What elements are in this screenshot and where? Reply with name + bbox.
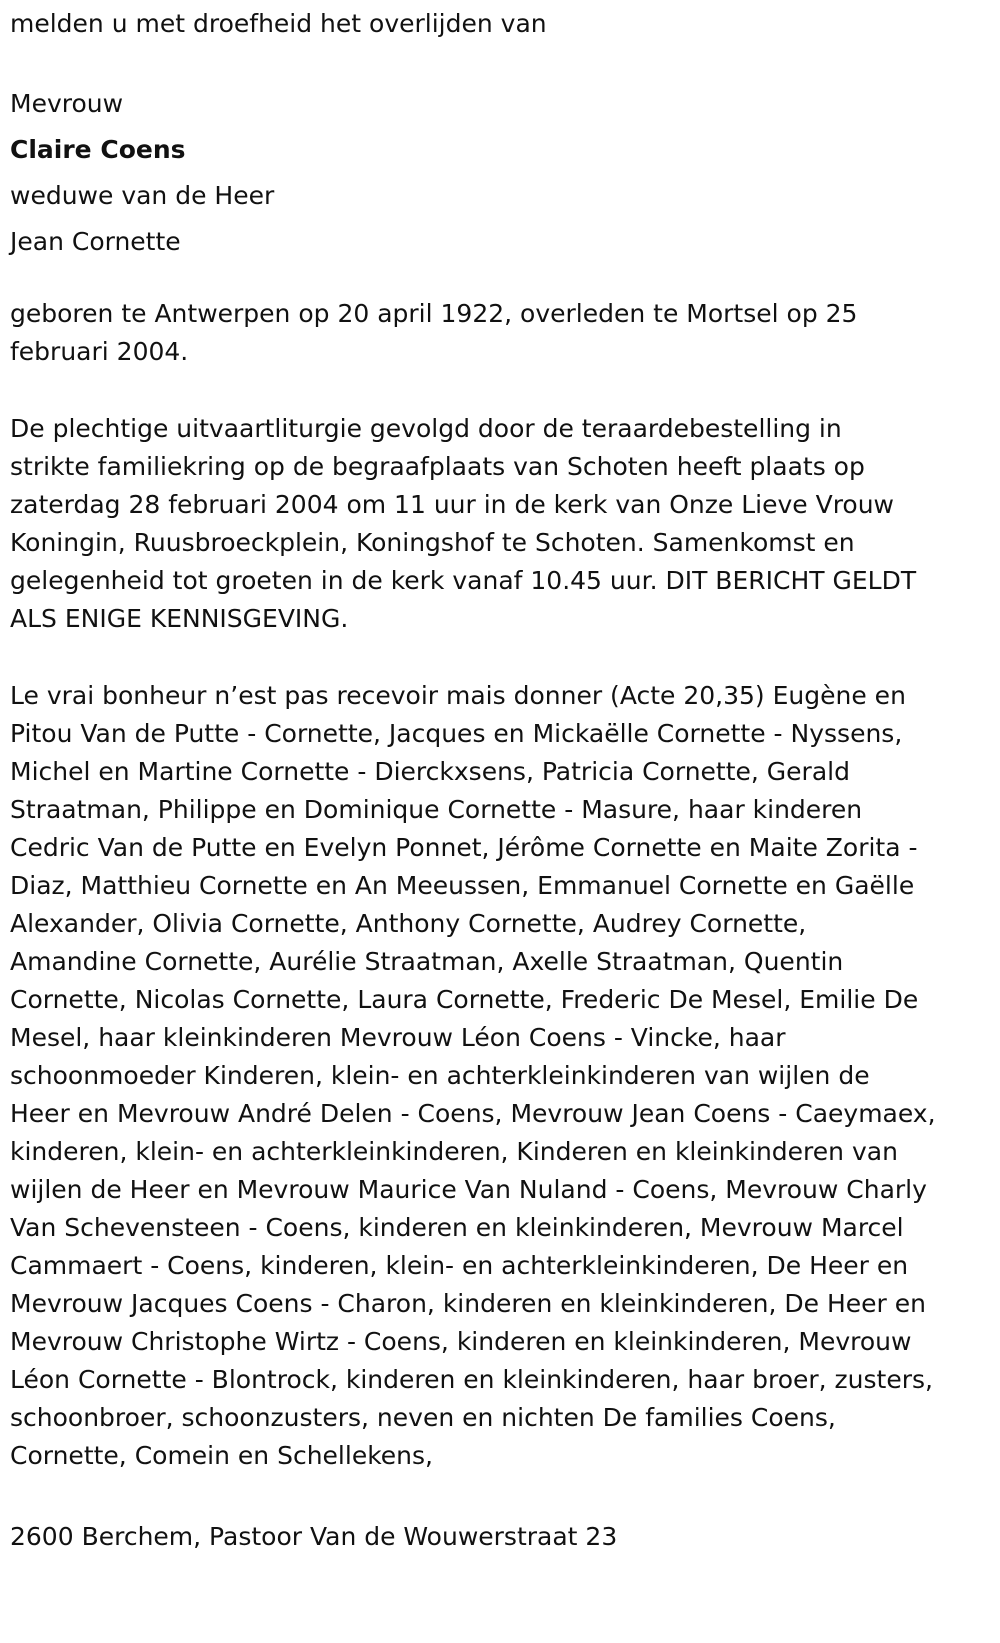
paragraph-line: Mevrouw Christophe Wirtz - Coens, kinderen en kleinkinderen, Mevrouw <box>10 1327 912 1356</box>
paragraph-line: Michel en Martine Cornette - Dierckxsens, Patricia Cornette, Gerald <box>10 757 850 786</box>
paragraph-line: Koningin, Ruusbroeckplein, Koningshof te Schoten. Samenkomst en <box>10 528 855 557</box>
paragraph-line: schoonbroer, schoonzusters, neven en nichten De families Coens, <box>10 1403 836 1432</box>
ceremony-paragraph <box>10 410 916 638</box>
paragraph-line: strikte familiekring op de begraafplaats van Schoten heeft plaats op <box>10 452 865 481</box>
deceased-name: Claire Coens <box>10 135 186 164</box>
paragraph-line: wijlen de Heer en Mevrouw Maurice Van Nuland - Coens, Mevrouw Charly <box>10 1175 927 1204</box>
paragraph-line: kinderen, klein- en achterkleinkinderen, Kinderen en kleinkinderen van <box>10 1137 898 1166</box>
paragraph-line: zaterdag 28 februari 2004 om 11 uur in de kerk van Onze Lieve Vrouw <box>10 490 895 519</box>
paragraph-line: Le vrai bonheur n’est pas recevoir mais donner (Acte 20,35) Eugène en <box>10 681 906 710</box>
paragraph-line: Heer en Mevrouw André Delen - Coens, Mevrouw Jean Coens - Caeymaex, <box>10 1099 936 1128</box>
birth-death-paragraph <box>10 295 857 371</box>
deceased-relation: weduwe van de Heer <box>10 181 275 210</box>
paragraph-line: Straatman, Philippe en Dominique Cornette - Masure, haar kinderen <box>10 795 863 824</box>
paragraph-line: Mevrouw Jacques Coens - Charon, kinderen en kleinkinderen, De Heer en <box>10 1289 926 1318</box>
spouse-name: Jean Cornette <box>10 227 181 256</box>
intro-line: melden u met droefheid het overlijden van <box>10 9 547 38</box>
paragraph-line: gelegenheid tot groeten in de kerk vanaf 10.45 uur. DIT BERICHT GELDT <box>10 566 917 595</box>
paragraph-line: Van Schevensteen - Coens, kinderen en kleinkinderen, Mevrouw Marcel <box>10 1213 904 1242</box>
paragraph-line: februari 2004. <box>10 337 189 366</box>
paragraph-line: Léon Cornette - Blontrock, kinderen en kleinkinderen, haar broer, zusters, <box>10 1365 933 1394</box>
paragraph-line: schoonmoeder Kinderen, klein- en achterkleinkinderen van wijlen de <box>10 1061 870 1090</box>
paragraph-line: Cornette, Nicolas Cornette, Laura Cornette, Frederic De Mesel, Emilie De <box>10 985 919 1014</box>
paragraph-line: De plechtige uitvaartliturgie gevolgd door de teraardebestelling in <box>10 414 842 443</box>
paragraph-line: Cornette, Comein en Schellekens, <box>10 1441 433 1470</box>
deceased-block <box>10 81 274 265</box>
paragraph-line: Mesel, haar kleinkinderen Mevrouw Léon Coens - Vincke, haar <box>10 1023 786 1052</box>
paragraph-line: Pitou Van de Putte - Cornette, Jacques en Mickaëlle Cornette - Nyssens, <box>10 719 903 748</box>
paragraph-line: geboren te Antwerpen op 20 april 1922, overleden te Mortsel op 25 <box>10 299 858 328</box>
paragraph-line: ALS ENIGE KENNISGEVING. <box>10 604 349 633</box>
paragraph-line: Amandine Cornette, Aurélie Straatman, Axelle Straatman, Quentin <box>10 947 844 976</box>
paragraph-line: Alexander, Olivia Cornette, Anthony Cornette, Audrey Cornette, <box>10 909 807 938</box>
family-paragraph <box>10 677 936 1475</box>
paragraph-line: Cedric Van de Putte en Evelyn Ponnet, Jérôme Cornette en Maite Zorita - <box>10 833 918 862</box>
paragraph-line: Diaz, Matthieu Cornette en An Meeussen, Emmanuel Cornette en Gaëlle <box>10 871 915 900</box>
paragraph-line: Cammaert - Coens, kinderen, klein- en achterkleinkinderen, De Heer en <box>10 1251 909 1280</box>
deceased-title: Mevrouw <box>10 89 124 118</box>
address-line: 2600 Berchem, Pastoor Van de Wouwerstraat 23 <box>10 1522 618 1551</box>
